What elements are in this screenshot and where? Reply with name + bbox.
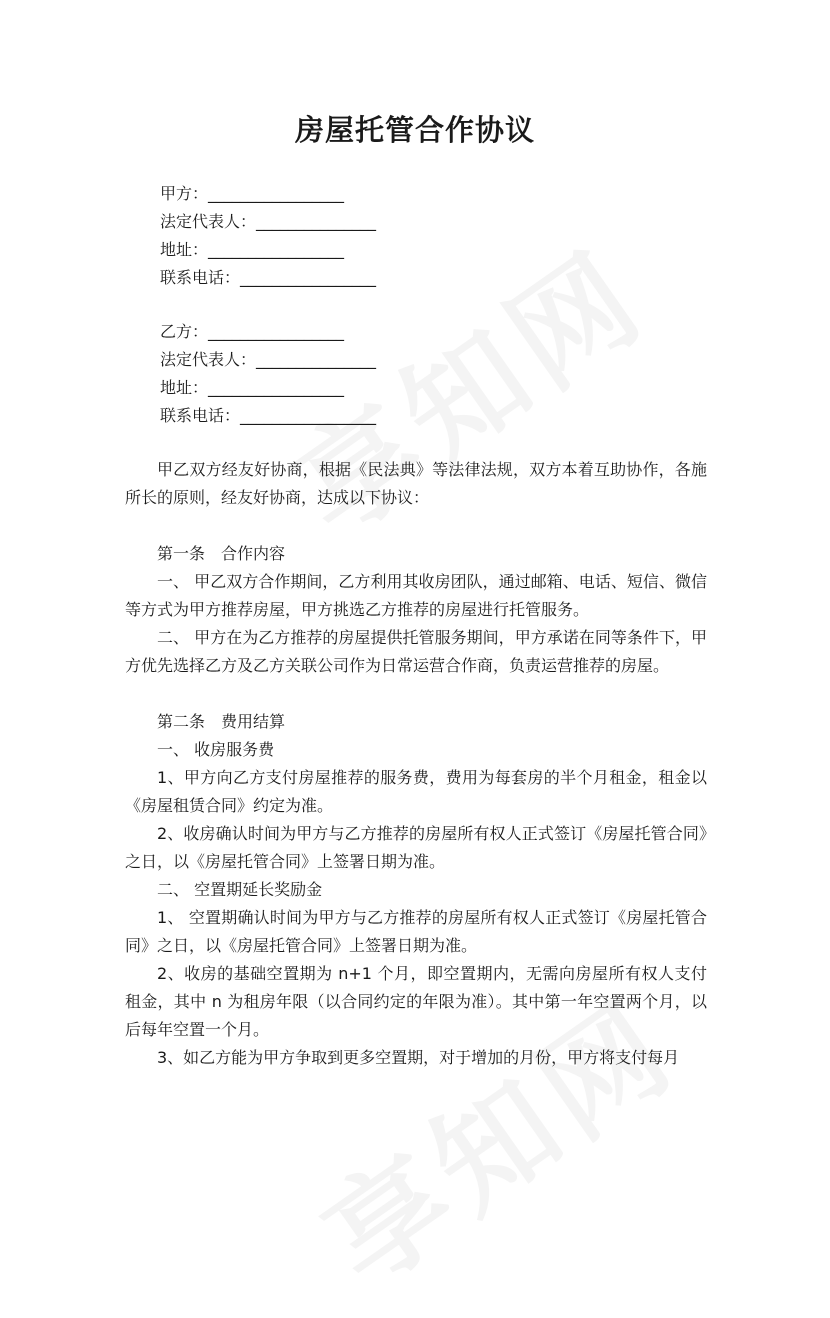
spacer (125, 680, 707, 708)
party-b-representative-field: 法定代表人：_______________ (160, 350, 377, 369)
document-body (125, 456, 707, 1072)
article-2-paragraph: 2、收房确认时间为甲方与乙方推荐的房屋所有权人正式签订《房屋托管合同》之日，以《房屋托管合同》上签署日期为准。 (125, 824, 707, 871)
party-a-address-field: 地址：_________________ (160, 240, 345, 259)
party-a-phone-field: 联系电话：_________________ (160, 268, 377, 287)
party-b-address-field: 地址：_________________ (160, 378, 345, 397)
article-2-paragraph: 1、 空置期确认时间为甲方与乙方推荐的房屋所有权人正式签订《房屋托管合同》之日，以《房屋托管合同》上签署日期为准。 (125, 908, 707, 955)
party-a-representative-field: 法定代表人：_______________ (160, 212, 377, 231)
article-2-paragraph: 1、甲方向乙方支付房屋推荐的服务费，费用为每套房的半个月租金，租金以《房屋租赁合同》约定为准。 (125, 768, 707, 815)
party-b-block (160, 318, 376, 430)
spacer (125, 512, 707, 540)
article-2-sub2-heading: 二、 空置期延长奖励金 (157, 880, 323, 899)
party-b-phone-field: 联系电话：_________________ (160, 406, 377, 425)
article-1-heading: 第一条 合作内容 (157, 544, 286, 563)
article-2-paragraph: 2、收房的基础空置期为 n+1 个月，即空置期内，无需向房屋所有权人支付租金，其中 n 为租房年限（以合同约定的年限为准）。其中第一年空置两个月，以后每年空置一个月。 (125, 964, 707, 1039)
party-a-name-field: 甲方：_________________ (160, 184, 345, 203)
party-b-name-field: 乙方：_________________ (160, 322, 345, 341)
article-2-heading: 第二条 费用结算 (157, 712, 286, 731)
intro-paragraph: 甲乙双方经友好协商，根据《民法典》等法律法规，双方本着互助协作，各施所长的原则，经友好协商，达成以下协议： (125, 460, 707, 507)
article-2-paragraph: 3、如乙方能为甲方争取到更多空置期，对于增加的月份，甲方将支付每月 (157, 1048, 680, 1067)
article-1-paragraph: 一、 甲乙双方合作期间，乙方利用其收房团队，通过邮箱、电话、短信、微信等方式为甲方推荐房屋，甲方挑选乙方推荐的房屋进行托管服务。 (125, 572, 707, 619)
article-1-paragraph: 二、 甲方在为乙方推荐的房屋提供托管服务期间，甲方承诺在同等条件下，甲方优先选择乙方及乙方关联公司作为日常运营合作商，负责运营推荐的房屋。 (125, 628, 707, 675)
article-2-sub1-heading: 一、 收房服务费 (157, 740, 275, 759)
party-a-block (160, 180, 376, 292)
page-title: 房屋托管合作协议 (294, 113, 535, 147)
